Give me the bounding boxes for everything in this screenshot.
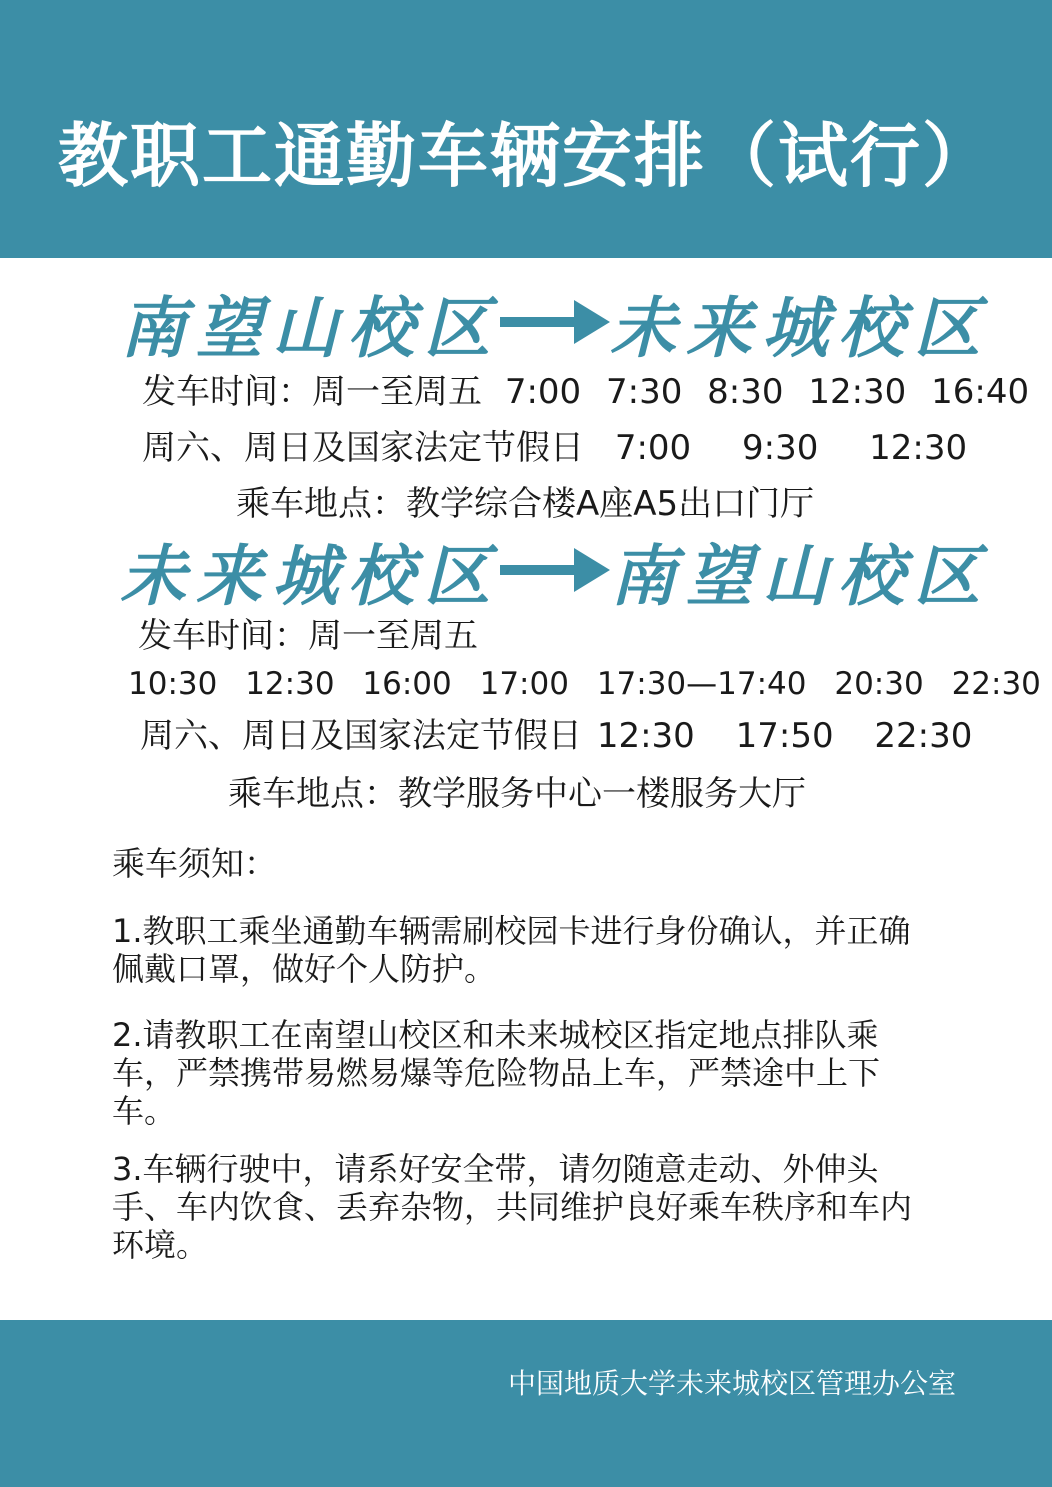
- route-1-origin: 南望山校区: [120, 288, 500, 367]
- departure-time: 12:30: [808, 372, 907, 412]
- notice-item-3: 3.车辆行驶中，请系好安全带，请勿随意走动、外伸头手、车内饮食、丢弃杂物，共同维护良好乘车秩序和车内环境。: [112, 1150, 913, 1264]
- departure-time: 16:00: [362, 666, 452, 702]
- departure-time: 12:30: [869, 428, 968, 468]
- departure-time: 9:30: [741, 428, 819, 468]
- route-1-header: [120, 282, 990, 367]
- departure-time: 8:30: [707, 372, 784, 412]
- route-1-destination: 未来城校区: [610, 288, 990, 367]
- departure-time: 12:30: [596, 716, 695, 756]
- route-1-weekend-times: [595, 428, 967, 468]
- arrow-right-icon: [500, 548, 610, 592]
- route-1-weekend-row: [142, 426, 967, 470]
- route-2-weekend-row: [140, 714, 972, 758]
- route-1-weekday-times: [493, 372, 1029, 412]
- page-title: 教职工通勤车辆安排（试行）: [58, 115, 994, 197]
- route-1-weekday-label: 发车时间：周一至周五: [142, 372, 482, 412]
- departure-time: 17:30—17:40: [596, 666, 807, 702]
- route-2-destination: 南望山校区: [610, 536, 990, 615]
- route-2-weekday-times: [128, 662, 1041, 706]
- route-2-weekend-times: [593, 716, 973, 756]
- departure-time: 17:50: [735, 716, 834, 756]
- arrow-right-icon: [500, 300, 610, 344]
- departure-time: 22:30: [951, 666, 1041, 702]
- departure-time: 22:30: [874, 716, 973, 756]
- departure-time: 12:30: [245, 666, 335, 702]
- notice-item-1: 1.教职工乘坐通勤车辆需刷校园卡进行身份确认，并正确佩戴口罩，做好个人防护。: [112, 912, 911, 988]
- route-2-weekend-label: 周六、周日及国家法定节假日: [140, 716, 582, 756]
- notice-title: 乘车须知：: [112, 844, 277, 883]
- departure-time: 17:00: [479, 666, 569, 702]
- route-2-origin: 未来城校区: [120, 536, 500, 615]
- route-2-header: [120, 530, 990, 615]
- route-1-weekend-label: 周六、周日及国家法定节假日: [142, 428, 584, 468]
- route-2-weekday-label: 发车时间：周一至周五: [138, 616, 478, 656]
- footer-organization: 中国地质大学未来城校区管理办公室: [507, 1367, 956, 1400]
- departure-time: 16:40: [931, 372, 1030, 412]
- route-1-boarding: 乘车地点：教学综合楼A座A5出口门厅: [236, 484, 815, 524]
- departure-time: 10:30: [128, 666, 218, 702]
- departure-time: 7:00: [504, 372, 582, 412]
- footer-band: [0, 1320, 1052, 1487]
- route-2-boarding: 乘车地点：教学服务中心一楼服务大厅: [228, 774, 806, 814]
- notice-item-2: 2.请教职工在南望山校区和未来城校区指定地点排队乘车，严禁携带易燃易爆等危险物品上车，严禁途中上下车。: [112, 1016, 881, 1130]
- departure-time: 20:30: [834, 666, 924, 702]
- departure-time: 7:00: [614, 428, 692, 468]
- departure-time: 7:30: [605, 372, 683, 412]
- route-1-weekday-row: [142, 370, 1029, 414]
